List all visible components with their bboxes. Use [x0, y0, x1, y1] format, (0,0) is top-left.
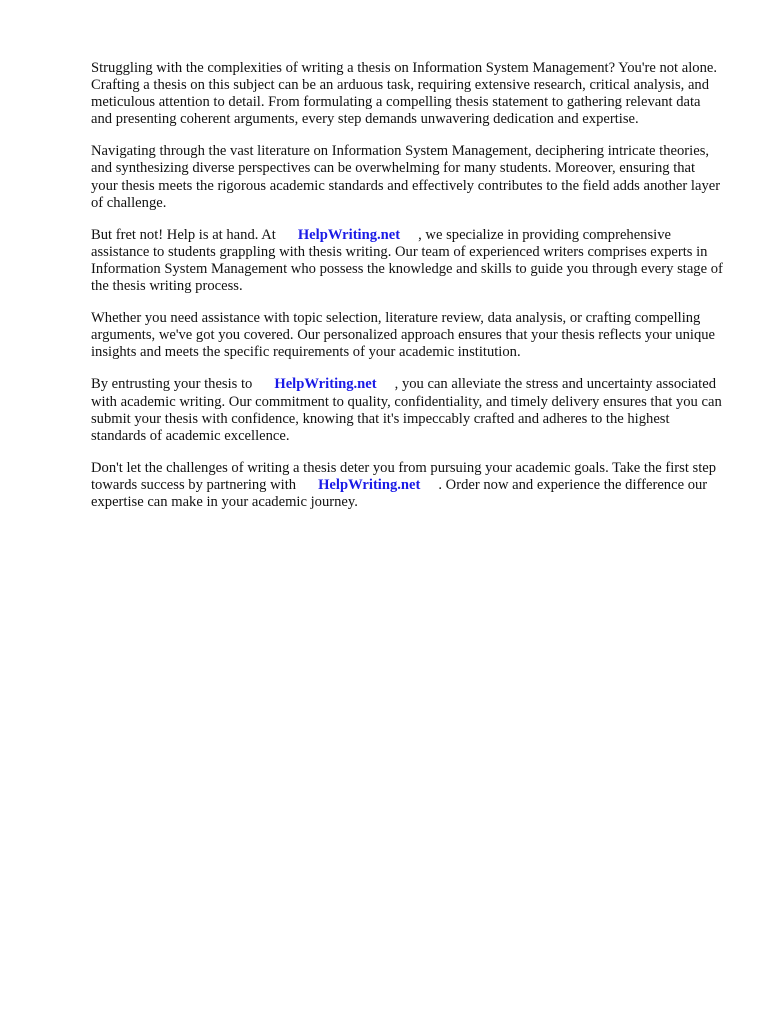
paragraph-help-after: , we specialize in providing comprehensive assistance to students grappling with thesis writing. Our team of experienced writers comprises experts in Information System Management who possess the knowledge and skills to guide you through every stage of the thesis writing process. — [91, 226, 723, 295]
document-body — [91, 60, 723, 526]
paragraph-literature: Navigating through the vast literature on Information System Management, deciphering intricate theories, and synthesizing diverse perspectives can be overwhelming for many students. Moreover, ensuring that your thesis meets the rigorous academic standards and effectively contributes to the field adds another layer of challenge. — [91, 143, 721, 211]
paragraph-entrust — [91, 376, 723, 444]
paragraph-closing — [91, 460, 723, 511]
paragraph-entrust-before: By entrusting your thesis to — [91, 376, 253, 393]
paragraph-assistance: Whether you need assistance with topic selection, literature review, data analysis, or crafting compelling arguments, we've got you covered. Our personalized approach ensures that your thesis reflects your unique insights and meets the specific requirements of your academic institution. — [91, 310, 716, 361]
paragraph-closing-after: . Order now and experience the difference our expertise can make in your academic journey. — [91, 476, 708, 510]
paragraph-entrust-after: , you can alleviate the stress and uncertainty associated with academic writing. Our commitment to quality, confidentiality, and timely delivery ensures that you can submit your thesis with confidence, knowing that it's impeccably crafted and adheres to the highest standards of academic excellence. — [91, 376, 722, 444]
helpwriting-link[interactable]: HelpWriting.net — [274, 376, 377, 393]
helpwriting-link[interactable]: HelpWriting.net — [318, 476, 421, 493]
paragraph-help — [91, 227, 723, 295]
paragraph-closing-before: Don't let the challenges of writing a thesis deter you from pursuing your academic goals. Take the first step towards success by partnering with — [91, 459, 717, 493]
helpwriting-link[interactable]: HelpWriting.net — [297, 226, 401, 243]
paragraph-help-before: But fret not! Help is at hand. At — [91, 226, 276, 243]
paragraph-intro: Struggling with the complexities of writing a thesis on Information System Management? You're not alone. Crafting a thesis on this subject can be an arduous task, requiring extensive research, critical analysis, and meticulous attention to detail. From formulating a compelling thesis statement to gathering relevant data and presenting coherent arguments, every step demands unwavering dedication and expertise. — [91, 60, 718, 128]
